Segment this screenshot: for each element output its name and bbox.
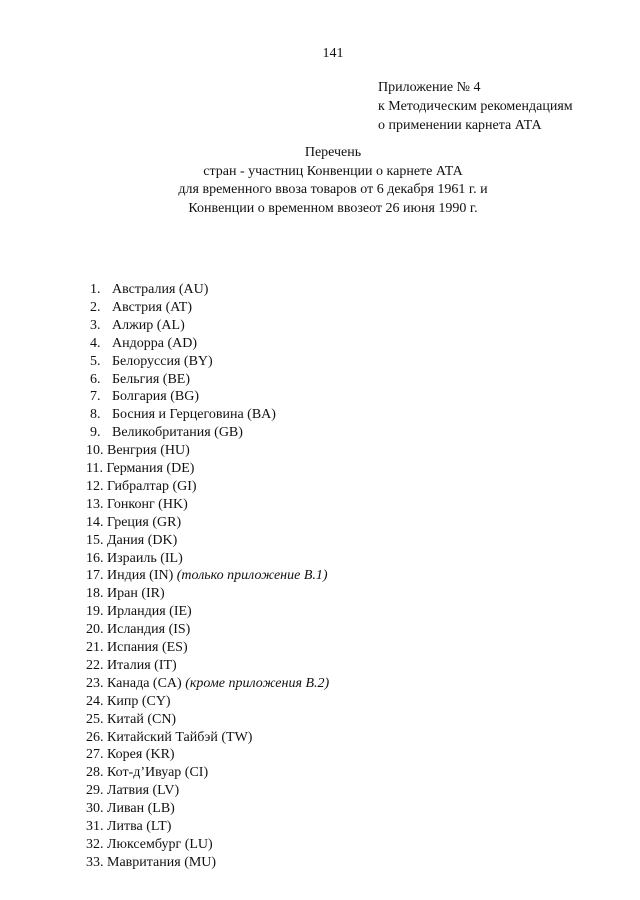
list-item bbox=[86, 335, 197, 353]
country-name: Исландия (IS) bbox=[107, 622, 191, 638]
country-name: Ливан (LB) bbox=[107, 801, 175, 817]
country-name: Бельгия (BE) bbox=[112, 371, 191, 387]
list-item bbox=[86, 299, 192, 317]
item-number: 4. bbox=[90, 335, 101, 351]
country-name: Люксембург (LU) bbox=[107, 836, 213, 852]
list-item bbox=[86, 371, 190, 389]
country-name: Белоруссия (BY) bbox=[112, 353, 213, 369]
item-number: 15. bbox=[86, 532, 104, 548]
item-number: 7. bbox=[90, 389, 101, 405]
list-item bbox=[86, 675, 329, 693]
country-name: Израиль (IL) bbox=[107, 550, 183, 566]
list-item bbox=[86, 800, 175, 818]
country-name: Венгрия (HU) bbox=[107, 443, 190, 459]
item-number: 16. bbox=[86, 550, 104, 566]
list-item bbox=[86, 442, 190, 460]
title-line: стран - участниц Конвенции о карнете АТА bbox=[203, 163, 463, 179]
country-name: Гибралтар (GI) bbox=[107, 478, 197, 494]
item-number: 27. bbox=[86, 747, 104, 763]
item-number: 6. bbox=[90, 371, 101, 387]
country-name: Ирландия (IE) bbox=[107, 604, 192, 620]
list-item bbox=[86, 424, 243, 442]
title-line: Конвенции о временном ввозеот 26 июня 1990 г. bbox=[188, 201, 478, 217]
list-item bbox=[86, 854, 216, 872]
item-number: 24. bbox=[86, 693, 104, 709]
item-number: 23. bbox=[86, 675, 104, 691]
list-item bbox=[86, 746, 175, 764]
country-name: Андорра (AD) bbox=[112, 335, 197, 351]
list-item bbox=[86, 532, 177, 550]
appendix-line: о применении карнета АТА bbox=[378, 118, 542, 133]
list-item bbox=[86, 317, 185, 335]
list-item bbox=[86, 567, 328, 585]
item-number: 2. bbox=[90, 299, 101, 315]
item-number: 25. bbox=[86, 711, 104, 727]
item-number: 19. bbox=[86, 604, 104, 620]
title-line: Перечень bbox=[304, 145, 362, 160]
country-name: Латвия (LV) bbox=[107, 783, 180, 799]
item-number: 3. bbox=[90, 317, 101, 333]
country-name: Индия (IN) bbox=[107, 568, 174, 584]
item-number: 9. bbox=[90, 425, 101, 441]
item-number: 10. bbox=[86, 443, 104, 459]
list-item bbox=[86, 585, 165, 603]
list-item bbox=[86, 782, 179, 800]
list-item bbox=[86, 711, 176, 729]
country-name: Австрия (AT) bbox=[112, 299, 193, 315]
item-number: 18. bbox=[86, 586, 104, 602]
country-name: Германия (DE) bbox=[106, 461, 195, 476]
item-number: 33. bbox=[86, 854, 104, 870]
country-name: Канада (CA) bbox=[107, 675, 182, 691]
list-item bbox=[86, 818, 171, 836]
list-item bbox=[86, 353, 213, 371]
list-item bbox=[86, 281, 208, 299]
item-number: 30. bbox=[86, 801, 104, 817]
item-number: 22. bbox=[86, 657, 104, 673]
country-note: (кроме приложения B.2) bbox=[185, 675, 330, 691]
item-number: 21. bbox=[86, 640, 104, 655]
item-number: 8. bbox=[90, 407, 101, 423]
item-number: 12. bbox=[86, 478, 104, 494]
item-number: 31. bbox=[86, 819, 104, 834]
item-number: 28. bbox=[86, 765, 104, 781]
item-number: 32. bbox=[86, 836, 104, 852]
list-item bbox=[86, 603, 192, 621]
item-number: 13. bbox=[86, 496, 104, 512]
country-name: Италия (IT) bbox=[107, 657, 177, 673]
country-name: Иран (IR) bbox=[107, 586, 165, 602]
country-name: Гонконг (HK) bbox=[107, 496, 188, 512]
list-item bbox=[86, 764, 208, 782]
list-item bbox=[86, 406, 276, 424]
list-item bbox=[86, 496, 188, 514]
list-item bbox=[86, 478, 197, 496]
list-item bbox=[86, 388, 199, 406]
item-number: 5. bbox=[90, 353, 101, 369]
title-line: для временного ввоза товаров от 6 декабря 1961 г. и bbox=[178, 182, 488, 198]
country-name: Австралия (AU) bbox=[112, 282, 209, 297]
list-item bbox=[86, 693, 171, 711]
country-name: Болгария (BG) bbox=[112, 389, 200, 405]
item-number: 17. bbox=[86, 568, 104, 584]
appendix-line: Приложение № 4 bbox=[378, 80, 481, 95]
item-number: 11. bbox=[86, 461, 103, 476]
page-number: 141 bbox=[322, 46, 344, 61]
item-number: 29. bbox=[86, 783, 104, 799]
item-number: 14. bbox=[86, 514, 104, 530]
list-item bbox=[86, 514, 181, 532]
country-name: Великобритания (GB) bbox=[112, 425, 243, 441]
list-item bbox=[86, 729, 252, 747]
document-title bbox=[0, 144, 640, 219]
country-name: Испания (ES) bbox=[107, 640, 188, 655]
list-item bbox=[86, 460, 194, 478]
country-name: Греция (GR) bbox=[107, 514, 182, 530]
appendix-line: к Методическим рекомендациям bbox=[378, 99, 573, 114]
list-item bbox=[86, 657, 177, 675]
country-name: Литва (LT) bbox=[107, 819, 172, 834]
country-note: (только приложение B.1) bbox=[176, 568, 328, 584]
country-name: Кот-д’Ивуар (CI) bbox=[107, 765, 209, 781]
list-item bbox=[86, 639, 188, 657]
country-name: Алжир (AL) bbox=[112, 317, 185, 333]
item-number: 1. bbox=[90, 282, 101, 297]
country-name: Китай (CN) bbox=[107, 711, 177, 727]
country-name: Босния и Герцеговина (BA) bbox=[112, 407, 276, 423]
country-name: Корея (KR) bbox=[107, 747, 175, 763]
item-number: 20. bbox=[86, 622, 104, 638]
country-name: Мавритания (MU) bbox=[107, 854, 217, 870]
list-item bbox=[86, 621, 190, 639]
appendix-heading bbox=[378, 78, 573, 135]
country-name: Дания (DK) bbox=[107, 532, 178, 548]
country-name: Кипр (CY) bbox=[107, 693, 171, 709]
item-number: 26. bbox=[86, 729, 104, 745]
list-item bbox=[86, 836, 213, 854]
country-name: Китайский Тайбэй (TW) bbox=[107, 729, 253, 745]
list-item bbox=[86, 550, 183, 568]
